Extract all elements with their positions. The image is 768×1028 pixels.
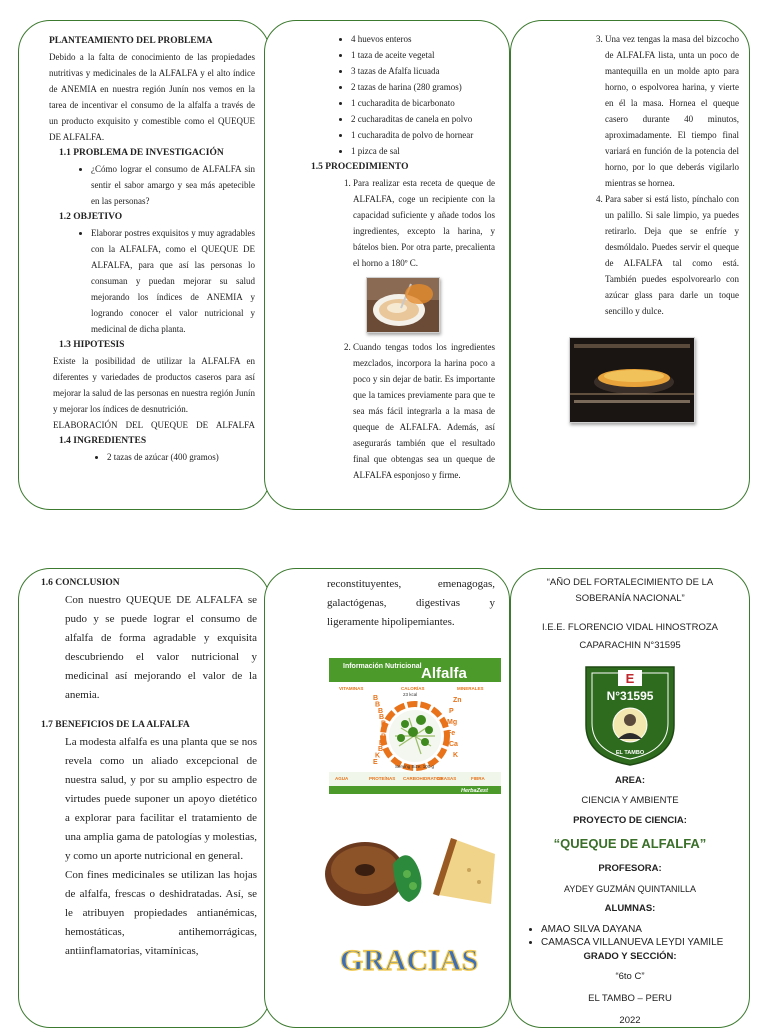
grade-label: GRADO Y SECCIÓN:	[583, 951, 677, 962]
vitamin-letter: K	[375, 752, 381, 760]
vitamin-letter: B	[381, 733, 387, 741]
conclusion-text: Con nuestro QUEQUE DE ALFALFA se pudo y se puede lograr el consumo de alfalfa de forma agradable y exquisita descubriendo el valor nutricional y medicinal así mejorando el valor de la anemia.	[65, 594, 257, 701]
procedure-list-cont2	[525, 31, 739, 319]
thanks-image	[329, 940, 489, 980]
students-label: ALUMNAS:	[604, 903, 656, 914]
mixing-bowl-photo	[366, 277, 440, 333]
info-title-big: Alfalfa	[421, 665, 467, 682]
teacher-name: AYDEY GUZMÁN QUINTANILLA	[563, 884, 697, 894]
elaboration-title: ELABORACIÓN DEL QUEQUE DE ALFALFA	[53, 420, 255, 430]
students-list	[521, 923, 739, 949]
thanks-banner	[329, 940, 489, 980]
problem-heading: PLANTEAMIENTO DEL PROBLEMA	[49, 36, 213, 46]
procedure-list-cont	[311, 339, 495, 483]
ingredient-item: • 1 cucharadita de bicarbonato	[351, 95, 495, 111]
panel-problem	[18, 20, 270, 510]
nutrition-bottom-label: PROTEÍNAS	[369, 776, 396, 781]
hypothesis-heading: 1.3 HIPOTESIS	[59, 340, 125, 350]
emblem-letter: E	[625, 671, 635, 686]
vitamin-letter: E	[373, 759, 378, 766]
vitamin-letter: B	[378, 707, 384, 715]
area-value: CIENCIA Y AMBIENTE	[581, 795, 679, 806]
research-problem-list	[49, 161, 255, 209]
info-calorias: CALORÍAS	[401, 686, 425, 691]
mineral-letter: K	[453, 752, 459, 759]
nutrition-infographic	[329, 658, 501, 794]
student-name: • AMAO SILVA DAYANA	[541, 923, 739, 936]
teacher-label: PROFESORA:	[598, 863, 662, 874]
vitamin-letter: B	[381, 727, 387, 734]
oven-image	[570, 338, 694, 422]
year-motto: “AÑO DEL FORTALECIMIENTO DE LA SOBERANÍA NACIONAL”	[546, 577, 714, 604]
mineral-letter: Ca	[449, 741, 458, 748]
panel-procedure	[264, 20, 510, 510]
mineral-letter: P	[449, 708, 454, 715]
infographic-header	[329, 658, 501, 682]
panel-nutrition	[264, 568, 510, 1028]
vitamin-letter: B	[379, 739, 385, 747]
panel-conclusion	[18, 568, 270, 1028]
objective-heading: 1.2 OBJETIVO	[59, 212, 123, 222]
ingredients-list-start	[49, 449, 255, 465]
problem-text: Debido a la falta de conocimiento de las propiedades nutritivas y medicinales de la ALFALFA y el alto índice de ANEMIA en nuestra región Junín nos vemos en la tarea de incentivar el consumo de la alfalfa a través de un producto exquisito y comestible como el QUEQUE DE ALFALFA.	[49, 52, 255, 142]
thanks-text: GRACIAS	[339, 944, 479, 977]
vitamin-letter: B	[379, 714, 385, 722]
student-name: • CAMASCA VILLANUEVA LEYDI YAMILE	[541, 936, 739, 949]
ingredients-heading: 1.4 INGREDIENTES	[59, 436, 147, 446]
info-minerales: MINERALES	[457, 686, 484, 691]
procedure-step-4: 4. Para saber si está listo, pínchalo con un palillo. Si sale limpio, ya puedes retirarlo. Deja que se enfríe y desmóldalo. Puedes servir el queque de ALFALFA tal como está. También puedes espolvorearlo con azúcar glass para darle un toque sencillo y dulce.	[605, 191, 739, 319]
conclusion-heading: 1.6 CONCLUSION	[41, 578, 120, 588]
ingredient-item: • 2 cucharaditas de canela en polvo	[351, 111, 495, 127]
objective-list	[49, 225, 255, 337]
benefits-heading: 1.7 BENEFICIOS DE LA ALFALFA	[41, 720, 190, 730]
school-name: I.E.E. FLORENCIO VIDAL HINOSTROZA CAPARACHIN N°31595	[542, 622, 718, 651]
procedure-heading: 1.5 PROCEDIMIENTO	[311, 162, 409, 172]
cake-photos	[323, 824, 499, 914]
nutrition-bottom-label: CARBOHIDRATOS	[403, 776, 443, 781]
ingredients-list	[311, 31, 495, 159]
benefits-text-1: La modesta alfalfa es una planta que se nos revela como un aliado excepcional de nuestra salud, y por su amplio espectro de virtudes puede suponer un apoyo dietético a explorar para facilitar el tratamiento de una amplia gama de patologías y molestias, y como un aporte nutricional en general.	[65, 736, 257, 862]
info-brand: HerbaZest	[461, 788, 488, 794]
procedure-step-3: 3. Una vez tengas la masa del bizcocho de ALFALFA lista, unta un poco de mantequilla en un molde apto para horno, o espolvorea harina, y vierte en él la masa. Hornea el queque casero durante 40 minutos, aproximadamente. El tiempo final variará en función de la potencia del horno, por lo que deberás vigilarlo mientras se hornea.	[605, 31, 739, 191]
panel-cover	[510, 568, 750, 1028]
ingredient-item: • 4 huevos enteros	[351, 31, 495, 47]
vitamin-letter: B	[375, 701, 381, 709]
ingredient-item: • 1 taza de aceite vegetal	[351, 47, 495, 63]
vitamin-letter: B	[373, 695, 379, 702]
emblem-image	[580, 665, 680, 767]
grade-value: “6to C”	[615, 971, 645, 982]
benefits-text-2: Con fines medicinales se utilizan las hojas de alfalfa, frescas o deshidratadas. Así, se le atribuyen propiedades antianémicas, hemostáticas, antihemorrágicas, antiinflamatorias, vitamínicas,	[65, 869, 257, 957]
hypothesis-text: Existe la posibilidad de utilizar la ALFALFA en diferentes y variedades de productos caseros para así mejorar la salud de las personas en nuestra región Junín y mejorar los índices de desnutrición.	[53, 356, 255, 414]
ingredient-item: • 1 cucharadita de polvo de hornear	[351, 127, 495, 143]
research-problem-item: • ¿Cómo lograr el consumo de ALFALFA sin sentir el sabor amargo y sea más apetecible en las personas?	[91, 161, 255, 209]
ingredient-item: • 2 tazas de azúcar (400 gramos)	[107, 449, 255, 465]
objective-item: • Elaborar postres exquisitos y muy agradables con la ALFALFA, como el QUEQUE DE ALFALFA, para que así las personas lo consuman y puedan mejorar su salud mejorando los índices de ANEMIA y logrando conocer el valor nutricional y medicinal de dicha planta.	[91, 225, 255, 337]
research-problem-heading: 1.1 PROBLEMA DE INVESTIGACIÓN	[59, 148, 224, 158]
procedure-step-1: 1. Para realizar esta receta de queque de ALFALFA, coge un recipiente con la capacidad suficiente y añade todos los ingredientes, excepto la harina, y bátelos bien. Por otra parte, precalienta el horno a 180º C.	[353, 175, 495, 271]
ingredient-item: • 2 tazas de harina (280 gramos)	[351, 79, 495, 95]
project-title: “QUEQUE DE ALFALFA”	[553, 836, 707, 851]
ingredient-item: • 1 pizca de sal	[351, 143, 495, 159]
nutrition-chart	[329, 658, 501, 794]
mineral-letter: Zn	[453, 697, 462, 704]
procedure-step-2: 2. Cuando tengas todos los ingredientes mezclados, incorpora la harina poco a poco y sin dejar de batir. Es importante que la tamices previamente para que te sea más fácil integrarla a la masa de queque de ALFALFA. Además, así asegurarás también que el resultado final que obtengas sea un queque de ALFALFA esponjoso y firme.	[353, 339, 495, 483]
nutrition-bottom-label: GRASAS	[437, 776, 457, 781]
procedure-list	[311, 175, 495, 271]
info-title-small: Información Nutricional	[343, 663, 422, 670]
year-number: 2022	[619, 1015, 641, 1026]
vitamin-letter: B	[378, 746, 384, 754]
info-vitaminas: VITAMINAS	[339, 686, 364, 691]
benefits-continuation: reconstituyentes, emenagogas, galactógenas, digestivas y ligeramente hipolipemiantes.	[327, 578, 495, 628]
panel-procedure-cont	[510, 20, 750, 510]
nutrition-bottom-label: AGUA	[335, 776, 349, 781]
emblem-number: N°31595	[606, 689, 654, 703]
info-kcal: 23 kcal	[403, 692, 418, 697]
mineral-letter: Fe	[447, 730, 456, 737]
area-label: AREA:	[614, 775, 646, 786]
emblem-bottom-text: EL TAMBO	[615, 750, 645, 756]
info-serving: Serving Size: 100 g	[395, 764, 435, 769]
nutrition-bottom-label: FIBRA	[471, 776, 485, 781]
vitamin-letter: B	[381, 720, 387, 728]
place: EL TAMBO – PERU	[588, 993, 672, 1004]
mixing-bowl-image	[367, 278, 439, 332]
oven-photo	[569, 337, 695, 423]
school-emblem	[580, 665, 680, 767]
ingredient-item: • 3 tazas de Afalfa licuada	[351, 63, 495, 79]
cakes-image	[323, 824, 499, 914]
mineral-letter: Mg	[447, 719, 458, 726]
project-label: PROYECTO DE CIENCIA:	[573, 815, 687, 826]
